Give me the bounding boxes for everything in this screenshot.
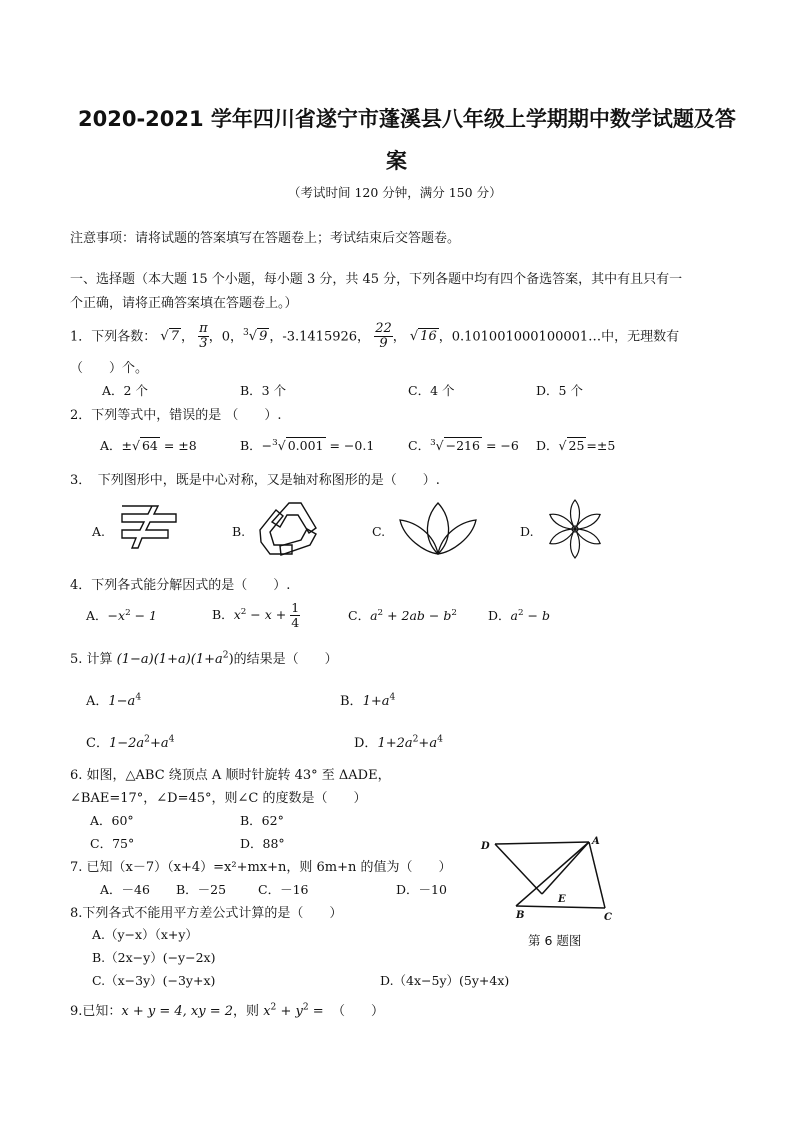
exponent: 4	[389, 692, 396, 703]
expr: − x +	[246, 607, 291, 623]
q6-option-b: B．62°	[240, 813, 284, 828]
q1-tail: ，0.101001000100001…中，无理数有	[438, 329, 680, 345]
exam-info: （考试时间 120 分钟，满分 150 分）	[288, 185, 502, 200]
q4-option-c	[348, 606, 457, 624]
q8-option-a: A.（y−x）（x+y）	[92, 927, 198, 942]
q1-zero: ，0，	[208, 329, 243, 345]
stem-text: ，则	[233, 1004, 264, 1019]
page-title-line2: 案	[386, 149, 407, 173]
expr: x	[233, 607, 241, 623]
expr: a	[370, 608, 378, 623]
fig-label-c: C	[604, 912, 612, 923]
opt-label: D．	[354, 736, 378, 751]
fraction-den: 4	[291, 615, 300, 631]
fraction-num: 22	[375, 321, 392, 337]
opt-label: C．	[348, 608, 371, 623]
radicand: −216	[445, 438, 480, 453]
q7-option-a: A．－46	[100, 882, 150, 897]
page-title: 2020-2021 学年四川省遂宁市蓬溪县八年级上学期期中数学试题及答	[78, 107, 736, 131]
figure-c-lotus	[396, 500, 480, 558]
q1-option-c: C．4 个	[408, 383, 455, 398]
expr: 1−2a	[108, 736, 145, 751]
q1-option-d: D．5 个	[536, 383, 583, 398]
exponent: 4	[168, 734, 175, 745]
question-3: 3． 下列图形中，既是中心对称，又是轴对称图形的是（ ）.	[70, 473, 440, 488]
exponent: 4	[437, 734, 443, 745]
question-9	[70, 1000, 384, 1019]
root-index: 3	[272, 437, 278, 448]
stem-text: 9.已知：	[70, 1004, 122, 1019]
cbrt-9-radicand: 9	[259, 329, 268, 345]
q1-prefix: 1．下列各数：	[70, 329, 157, 345]
radicand: 25	[568, 438, 585, 453]
expr: a	[510, 608, 518, 623]
sqrt-7: √ 7	[160, 329, 179, 345]
fraction-pi-3	[198, 322, 209, 352]
q6-option-a: A．60°	[90, 813, 134, 828]
q5-option-c	[86, 732, 174, 751]
q7-option-c: C．－16	[258, 882, 309, 897]
exponent: 2	[125, 607, 131, 618]
expr: −x	[107, 608, 126, 623]
expr: +a	[149, 736, 169, 751]
expr: 1−a	[108, 694, 136, 709]
expr: 1+2a	[377, 736, 413, 751]
exponent: 2	[377, 607, 384, 618]
opt-label: D．	[536, 438, 559, 453]
fraction-22-9	[374, 322, 393, 352]
exponent: 2	[412, 734, 419, 745]
opt-label: B．	[212, 607, 234, 623]
question-6: 6. 如图，△ABC 绕顶点 A 顺时针旋转 43° 至 ΔADE，	[70, 768, 391, 783]
fraction-num: 1	[291, 600, 300, 616]
sqrt-16-radicand: 16	[420, 329, 437, 345]
figure-b-recycle	[256, 500, 322, 558]
expr: + y	[276, 1004, 303, 1019]
opt-label: B．	[340, 694, 363, 709]
radicand: 0.001	[287, 438, 324, 453]
q3-label-b: B.	[232, 524, 246, 539]
q7-option-b: B．－25	[176, 882, 227, 897]
fraction-den: 3	[199, 336, 208, 352]
exponent: 2	[302, 1002, 309, 1013]
q2-option-b: B．−$^3$√ 0.001 = −0.1	[240, 437, 375, 453]
opt-label: A．±	[100, 438, 133, 453]
exponent: 2	[451, 607, 457, 618]
stem-text: )的结果是（ ）	[228, 652, 338, 667]
q2-option-c: C．$^3$√ −216 = −6	[408, 437, 519, 453]
q5-option-b	[340, 690, 395, 709]
exponent: 4	[135, 692, 142, 703]
expr: − 1	[130, 608, 158, 623]
figure-d-flower	[546, 498, 604, 560]
q1-option-b: B．3 个	[240, 383, 287, 398]
exponent: 2	[240, 607, 247, 617]
opt-label: A．	[86, 694, 109, 709]
q5-option-a	[86, 690, 141, 709]
q1-neg: ，-3.1415926，	[269, 329, 371, 345]
fraction-num: π	[199, 321, 208, 337]
expr: x + y = 4, xy = 2	[121, 1004, 234, 1019]
root-index: 3	[242, 328, 249, 338]
q4-option-b	[212, 597, 300, 630]
exponent: 2	[222, 650, 229, 661]
opt-label: A．	[86, 608, 108, 623]
exponent: 2	[517, 607, 524, 618]
opt-tail: =±5	[586, 438, 616, 453]
question-7: 7. 已知（x－7）（x+4）=x²+mx+n，则 6m+n 的值为（ ）	[70, 860, 452, 875]
q4-option-d	[488, 606, 550, 624]
fraction-den: 9	[379, 336, 388, 352]
stem-text: 5. 计算	[70, 652, 117, 667]
notice: 注意事项：请将试题的答案填写在答题卷上；考试结束后交答题卷。	[70, 231, 461, 246]
q1-option-a: A．2 个	[102, 383, 148, 398]
root-index: 3	[430, 437, 436, 448]
q3-label-a: A.	[92, 524, 106, 539]
q6-option-d: D．88°	[240, 836, 285, 851]
opt-label: B．−	[240, 438, 273, 453]
fig-label-b: B	[516, 910, 525, 921]
q4-option-a	[86, 606, 157, 624]
opt-tail: = −6	[481, 438, 519, 453]
q6-option-c: C．75°	[90, 836, 135, 851]
opt-tail: = −0.1	[325, 438, 375, 453]
q2-option-d: D．√ 25 =±5	[536, 438, 616, 453]
section-heading: 一、选择题（本大题 15 个小题，每小题 3 分，共 45 分，下列各题中均有四个备选答案，其中有且只有一	[70, 272, 683, 287]
opt-label: C．	[408, 438, 431, 453]
question-4: 4．下列各式能分解因式的是（ ）.	[70, 578, 291, 593]
question-6-line2: ∠BAE=17°，∠D=45°，则∠C 的度数是（ ）	[70, 791, 367, 806]
fig-label-d: D	[481, 841, 490, 852]
question-1: 1．下列各数： √ 7 ， $\frac{\pi}{3}$ ，0，$^3$√ 9 ，-3.1415926， $\frac{22}{9}$ ， √ 16 ，0.101001000100001…中，无理数有	[70, 316, 679, 354]
fraction-1-4	[290, 601, 300, 630]
figure-a-shape	[118, 502, 180, 554]
exponent: 2	[270, 1002, 277, 1013]
expr: x	[263, 1004, 271, 1019]
cbrt-9: √ 9	[248, 329, 268, 345]
fig-label-e: E	[558, 894, 566, 905]
exponent: 2	[144, 734, 150, 745]
fig-label-a: A	[592, 836, 600, 847]
figure-caption: 第 6 题图	[528, 933, 582, 948]
q3-label-c: C.	[372, 524, 386, 539]
opt-label: D．	[488, 608, 511, 623]
q8-option-c: C.（x−3y）(−3y+x)	[92, 973, 216, 988]
q7-option-d: D．－10	[396, 882, 447, 897]
sqrt-7-radicand: 7	[170, 329, 179, 345]
expr: + 2ab − b	[383, 608, 452, 623]
opt-label: C．	[86, 736, 109, 751]
question-8: 8.下列各式不能用平方差公式计算的是（ ）	[70, 906, 343, 921]
expr: (1−a)(1+a)(1+a	[116, 652, 223, 667]
section-heading-line2: 个正确，请将正确答案填在答题卷上。）	[70, 296, 298, 311]
opt-tail: = ±8	[159, 438, 197, 453]
q5-option-d	[354, 732, 443, 751]
question-5	[70, 648, 338, 667]
q6-figure	[478, 834, 618, 924]
radicand: 64	[141, 438, 158, 453]
expr: +a	[418, 736, 438, 751]
expr: 1+a	[362, 694, 390, 709]
sqrt-16: √ 16	[409, 329, 437, 345]
q2-option-a: A．±√ 64 = ±8	[100, 438, 197, 453]
q3-label-d: D.	[520, 524, 534, 539]
stem-text: （ ）	[331, 1004, 384, 1019]
question-2: 2．下列等式中，错误的是 （ ）.	[70, 408, 282, 423]
q1-line2: （ ）个。	[70, 361, 149, 376]
expr: =	[308, 1004, 324, 1019]
q8-option-d: D.（4x−5y）(5y+4x)	[380, 973, 510, 988]
expr: − b	[523, 608, 550, 623]
q8-option-b: B.（2x−y）(−y−2x)	[92, 950, 216, 965]
